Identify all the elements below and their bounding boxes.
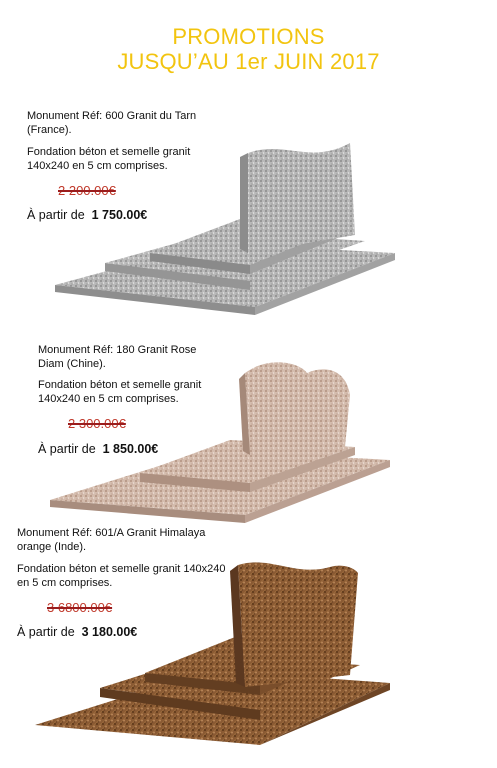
product-origin: Diam (Chine).: [38, 358, 106, 370]
product-foundation: Fondation béton et semelle granit: [27, 146, 191, 158]
monument-image: [45, 355, 395, 525]
price-value: 3 180.00€: [81, 625, 138, 639]
product-origin: (France).: [27, 124, 72, 136]
price-value: 1 850.00€: [102, 442, 159, 456]
price-prefix: À partir de: [27, 208, 85, 222]
product-foundation-size: 140x240 en 5 cm comprises.: [38, 393, 179, 405]
product-description: Monument Réf: 600 Granit du Tarn: [27, 110, 197, 122]
price-value: 1 750.00€: [91, 208, 148, 222]
product-foundation: Fondation béton et semelle granit: [38, 379, 202, 391]
price-prefix: À partir de: [17, 625, 75, 639]
product-foundation-size: 140x240 en 5 cm comprises.: [27, 160, 168, 172]
price-prefix: À partir de: [38, 442, 96, 456]
promo-date: JUSQU’AU 1er JUIN 2017: [117, 49, 380, 74]
product-origin: orange (Inde).: [17, 541, 87, 553]
old-price: 2 300.00€: [68, 416, 126, 431]
old-price: 3 6800.00€: [47, 600, 113, 615]
product-foundation-size: en 5 cm comprises.: [17, 577, 113, 589]
old-price: 2 200.00€: [58, 183, 116, 198]
product-description: Monument Réf: 601/A Granit Himalaya: [17, 527, 206, 539]
promo-title: PROMOTIONS: [172, 24, 325, 49]
product-foundation: Fondation béton et semelle granit 140x240: [17, 563, 226, 575]
product-description: Monument Réf: 180 Granit Rose: [38, 344, 197, 356]
monument-image: [50, 135, 400, 315]
monument-image: [30, 555, 395, 745]
